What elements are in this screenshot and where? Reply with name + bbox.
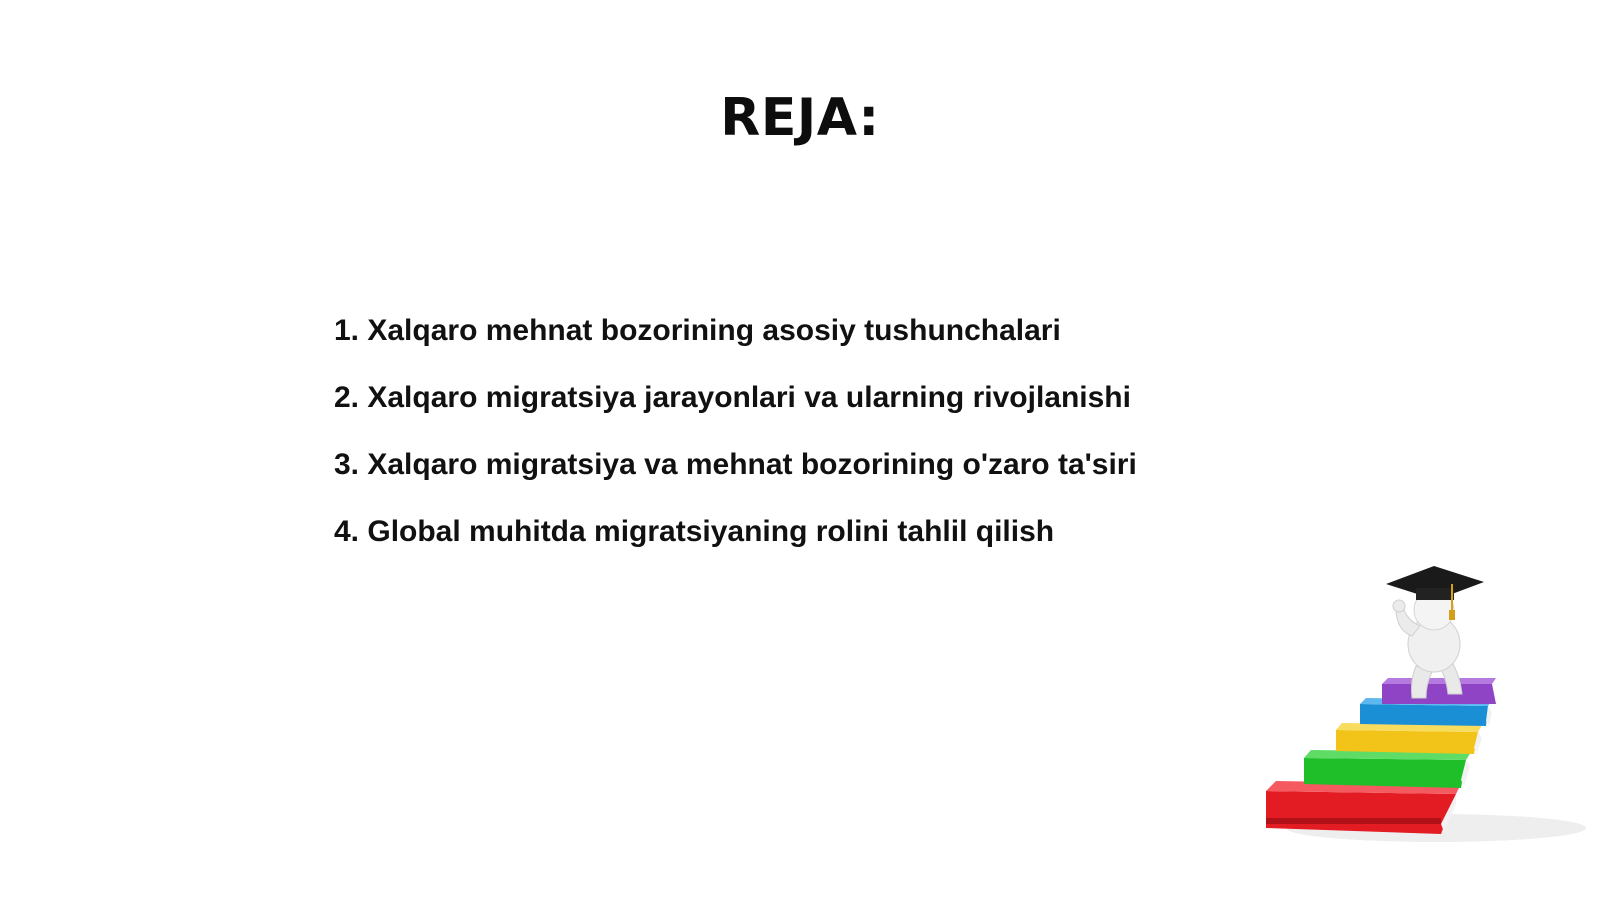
plan-item-2: 2. Xalqaro migratsiya jarayonlari va ularning rivojlanishi — [334, 381, 1131, 414]
plan-item-1: 1. Xalqaro mehnat bozorining asosiy tushunchalari — [334, 314, 1061, 347]
plan-item-3: 3. Xalqaro migratsiya va mehnat bozorining o'zaro ta'siri — [334, 448, 1137, 481]
plan-list — [334, 314, 1137, 582]
plan-item-4: 4. Global muhitda migratsiyaning rolini tahlil qilish — [334, 515, 1055, 548]
red-book — [1266, 781, 1461, 834]
graduate-on-books-icon — [1266, 566, 1592, 866]
green-book — [1304, 750, 1471, 788]
purple-book — [1382, 678, 1496, 704]
slide-title: REJA: — [720, 88, 880, 148]
yellow-book — [1336, 723, 1482, 754]
